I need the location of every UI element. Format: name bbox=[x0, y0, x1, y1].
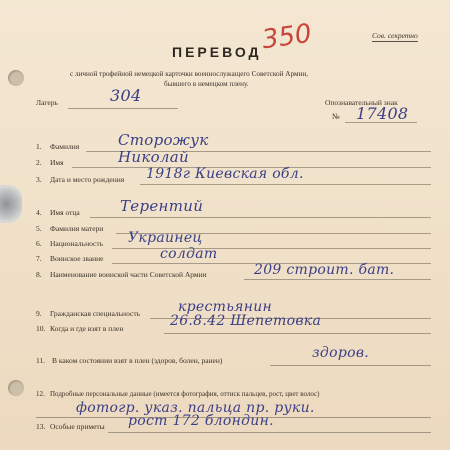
page-title: ПЕРЕВОД bbox=[172, 44, 262, 60]
field-label: Наименование воинской части Советской Армии bbox=[50, 270, 207, 279]
field-label: Особые приметы bbox=[50, 422, 105, 431]
field-label: Имя bbox=[50, 158, 64, 167]
field-label: Когда и где взят в плен bbox=[50, 324, 124, 333]
camp-value: 304 bbox=[110, 86, 142, 105]
tag-label: Опознавательный знак bbox=[325, 98, 398, 107]
field-value: Украинец bbox=[128, 230, 203, 246]
field-label: Фамилия матери bbox=[50, 224, 104, 233]
field-label: Воинское звание bbox=[50, 254, 104, 263]
field-num: 12. bbox=[36, 390, 45, 398]
field-value: крестьянин bbox=[178, 299, 273, 315]
field-value: 209 строит. бат. bbox=[254, 262, 395, 278]
field-num: 11. bbox=[36, 356, 46, 365]
field-value: фотогр. указ. пальца пр. руки. bbox=[76, 400, 315, 416]
field-value: Николай bbox=[118, 148, 189, 166]
field-num: 5. bbox=[36, 224, 42, 233]
handwritten-number: 350 bbox=[260, 18, 314, 56]
field-num: 4. bbox=[36, 208, 42, 217]
field-num: 2. bbox=[36, 158, 42, 167]
field-label: Национальность bbox=[50, 239, 104, 248]
punch-hole bbox=[8, 70, 24, 86]
binder-clip bbox=[0, 185, 22, 223]
field-value: здоров. bbox=[312, 345, 370, 361]
field-num: 9. bbox=[36, 309, 42, 318]
field-line bbox=[90, 217, 431, 218]
field-value: 1918г Киевская обл. bbox=[146, 166, 304, 182]
tag-value: 17408 bbox=[356, 104, 409, 123]
field-num: 8. bbox=[36, 270, 42, 279]
field-label: Гражданская специальность bbox=[50, 309, 141, 318]
field-num: 1. bbox=[36, 142, 42, 151]
field-num: 10. bbox=[36, 324, 46, 333]
tag-prefix: № bbox=[332, 112, 340, 121]
field-num: 3. bbox=[36, 175, 42, 184]
field-num: 13. bbox=[36, 422, 46, 431]
secret-label: Сов. секретно bbox=[372, 31, 418, 40]
field-line bbox=[164, 333, 431, 334]
subtitle-line2: бывшего в немецком плену. bbox=[164, 80, 249, 88]
field-label: Имя отца bbox=[50, 208, 80, 217]
field-value: солдат bbox=[160, 246, 218, 262]
camp-label: Лагерь bbox=[36, 98, 58, 107]
field-label: Фамилия bbox=[50, 142, 80, 151]
field-label: Дата и место рождения bbox=[50, 175, 125, 184]
field-line bbox=[270, 365, 431, 366]
field-value: рост 172 блондин. bbox=[128, 413, 274, 429]
camp-line bbox=[68, 108, 178, 109]
field-line bbox=[108, 432, 431, 433]
subtitle-line1: с личной трофейной немецкой карточки военнослужащего Советской Армии, bbox=[70, 70, 308, 78]
field-value: Сторожук bbox=[118, 131, 209, 149]
field-value: Терентий bbox=[120, 197, 204, 215]
field-label: Подробные персональные данные (имеется фотография, оттиск пальцев, рост, цвет волос) bbox=[50, 390, 320, 398]
field-value: 26.8.42 Шепетовка bbox=[170, 313, 322, 329]
field-label: В каком состоянии взят в плен (здоров, болен, ранен) bbox=[52, 356, 223, 365]
field-line bbox=[244, 279, 431, 280]
field-line bbox=[140, 184, 431, 185]
field-num: 6. bbox=[36, 239, 42, 248]
field-num: 7. bbox=[36, 254, 42, 263]
punch-hole bbox=[8, 380, 24, 396]
